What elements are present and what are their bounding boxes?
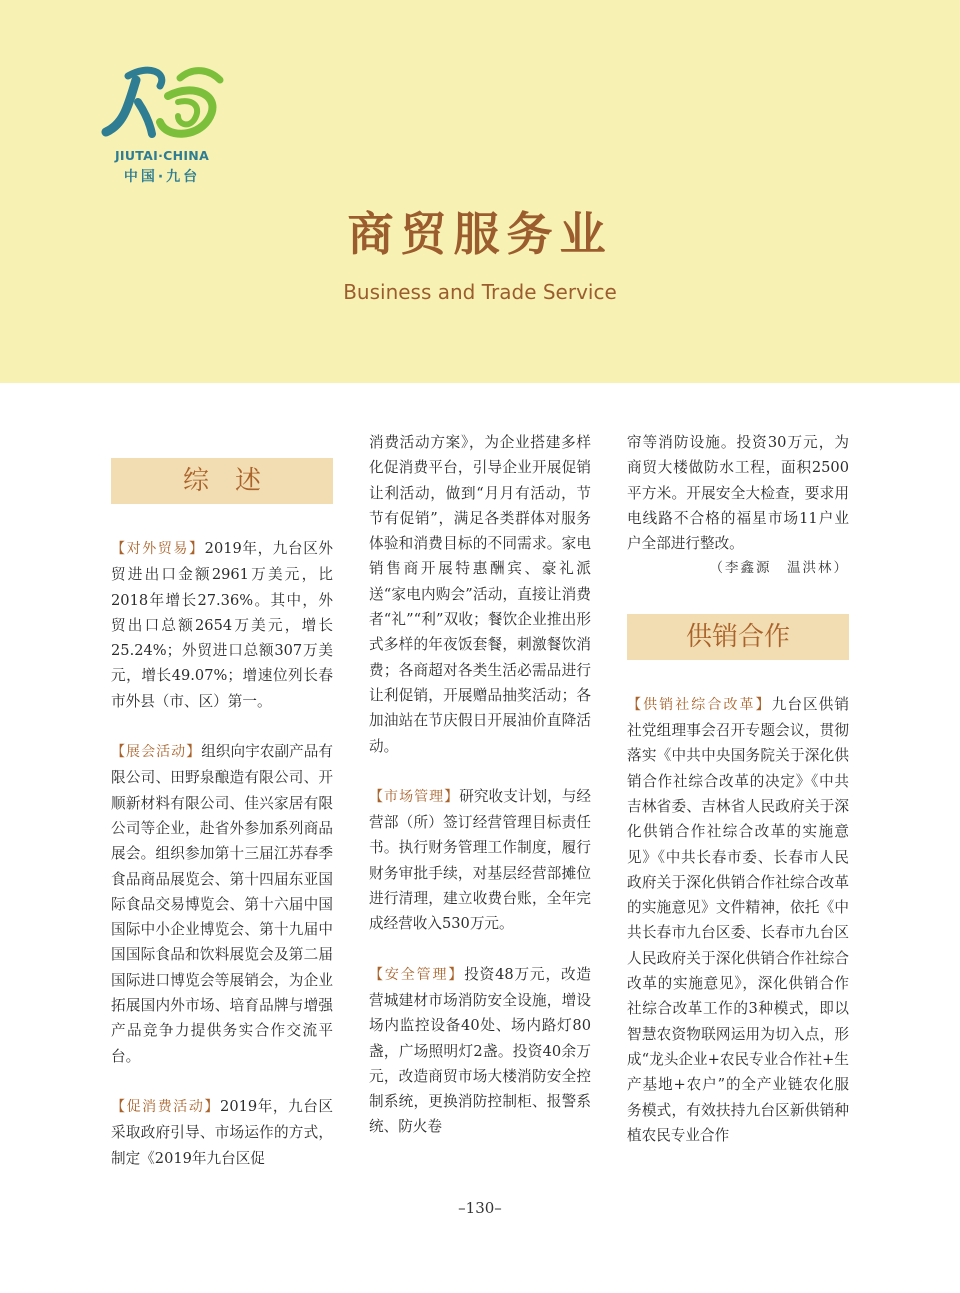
page-subtitle: Business and Trade Service (343, 280, 617, 304)
section-heading-supply-cooperation: 供销合作 (627, 614, 849, 660)
jiutai-logo (92, 62, 232, 192)
paragraph-text: 九台区供销社党组理事会召开专题会议，贯彻落实《中共中央国务院关于深化供销合作社综合改革的决定》《中共吉林省委、吉林省人民政府关于深化供销合作社综合改革的实施意见》《中共长春市委、长春市人民政府关于深化供销合作社综合改革的实施意见》文件精神，依托《中共长春市九台区委、长春市九台区人民政府关于深化供销合作社综合改革的实施意见》，深化供销合作社综合改革工作的3种模式，即以智慧农资物联网运用为切入点，形成“龙头企业+农民专业合作社+生产基地+农户”的全产业链农化服务模式，有效扶持九台区新供销种植农民专业合作 (627, 695, 849, 1144)
paragraph-tag: 【供销社综合改革】 (627, 696, 772, 713)
paragraph-tag: 【促消费活动】 (111, 1098, 221, 1115)
page-number: –130– (458, 1199, 502, 1217)
logo-english-text: JIUTAI·CHINA (114, 148, 210, 163)
section-heading-overview: 综 述 (111, 458, 333, 504)
column-3 (627, 430, 849, 1173)
paragraph-foreign-trade (111, 536, 333, 714)
author-credit: （李鑫源 温洪林） (709, 560, 849, 577)
column-2 (369, 430, 591, 1165)
paragraph-exhibitions (111, 739, 333, 1069)
paragraph-text: 2019年，九台区外贸进出口金额2961万美元，比2018年增长27.36%。其中，外贸出口总额2654万美元，增长25.24%；外贸进口总额307万美元，增长49.07%；增速位列长春市外县（市、区）第一。 (111, 540, 334, 710)
paragraph-text: 帘等消防设施。投资30万元，为商贸大楼做防水工程，面积2500平方米。开展安全大检查，要求用电线路不合格的福星市场11户业户全部进行整改。 (627, 434, 849, 553)
paragraph-promotion (111, 1094, 333, 1171)
paragraph-tag: 【对外贸易】 (111, 541, 205, 557)
page-title: 商贸服务业 (347, 207, 613, 261)
paragraph-promotion-continued (369, 430, 591, 759)
paragraph-tag: 【展会活动】 (111, 744, 202, 761)
paragraph-supply-reform (627, 692, 849, 1148)
paragraph-text: 消费活动方案》，为企业搭建多样化促消费平台，引导企业开展促销让利活动，做到“月月有活动，节节有促销”，满足各类群体对服务体验和消费目标的不同需求。家电销售商开展特惠酬宾、豪礼派送“家电内购会”活动，直接让消费者“礼”“利”双收；餐饮企业推出形式多样的年夜饭套餐，刺激餐饮消费；各商超对各类生活必需品进行让利促销，开展赠品抽奖活动；各加油站在节庆假日开展油价直降活动。 (369, 434, 591, 755)
paragraph-text: 研究收支计划，与经营部（所）签订经营管理目标责任书。执行财务管理工作制度，履行财务审批手续，对基层经营部摊位进行清理，建立收费台账，全年完成经营收入530万元。 (369, 787, 591, 933)
paragraph-text: 2019年，九台区采取政府引导、市场运作的方式，制定《2019年九台区促 (111, 1097, 334, 1167)
logo-chinese-text: 中国·九台 (123, 169, 201, 185)
paragraph-safety-continued (627, 430, 849, 556)
paragraph-safety-management (369, 962, 591, 1140)
jiutai-emblem-icon (98, 62, 226, 146)
paragraph-tag: 【安全管理】 (369, 966, 465, 983)
paragraph-text: 投资48万元，改造营城建材市场消防安全设施，增设场内监控设备40处、场内路灯80盏，广场照明灯2盏。投资40余万元，改造商贸市场大楼消防安全控制系统，更换消防控制柜、报警系统、防火卷 (369, 965, 591, 1136)
paragraph-text: 组织向宇农副产品有限公司、田野泉酿造有限公司、开顺新材料有限公司、佳兴家居有限公司等企业，赴省外参加系列商品展会。组织参加第十三届江苏春季食品商品展览会、第十四届东亚国际食品交易博览会、第十六届中国国际中小企业博览会、第十九届中国国际食品和饮料展览会及第二届国际进口博览会等展销会，为企业拓展国内外市场、培育品牌与增强产品竞争力提供务实合作交流平台。 (111, 743, 333, 1065)
paragraph-tag: 【市场管理】 (369, 788, 460, 805)
column-1 (111, 458, 333, 1196)
paragraph-market-management (369, 784, 591, 937)
